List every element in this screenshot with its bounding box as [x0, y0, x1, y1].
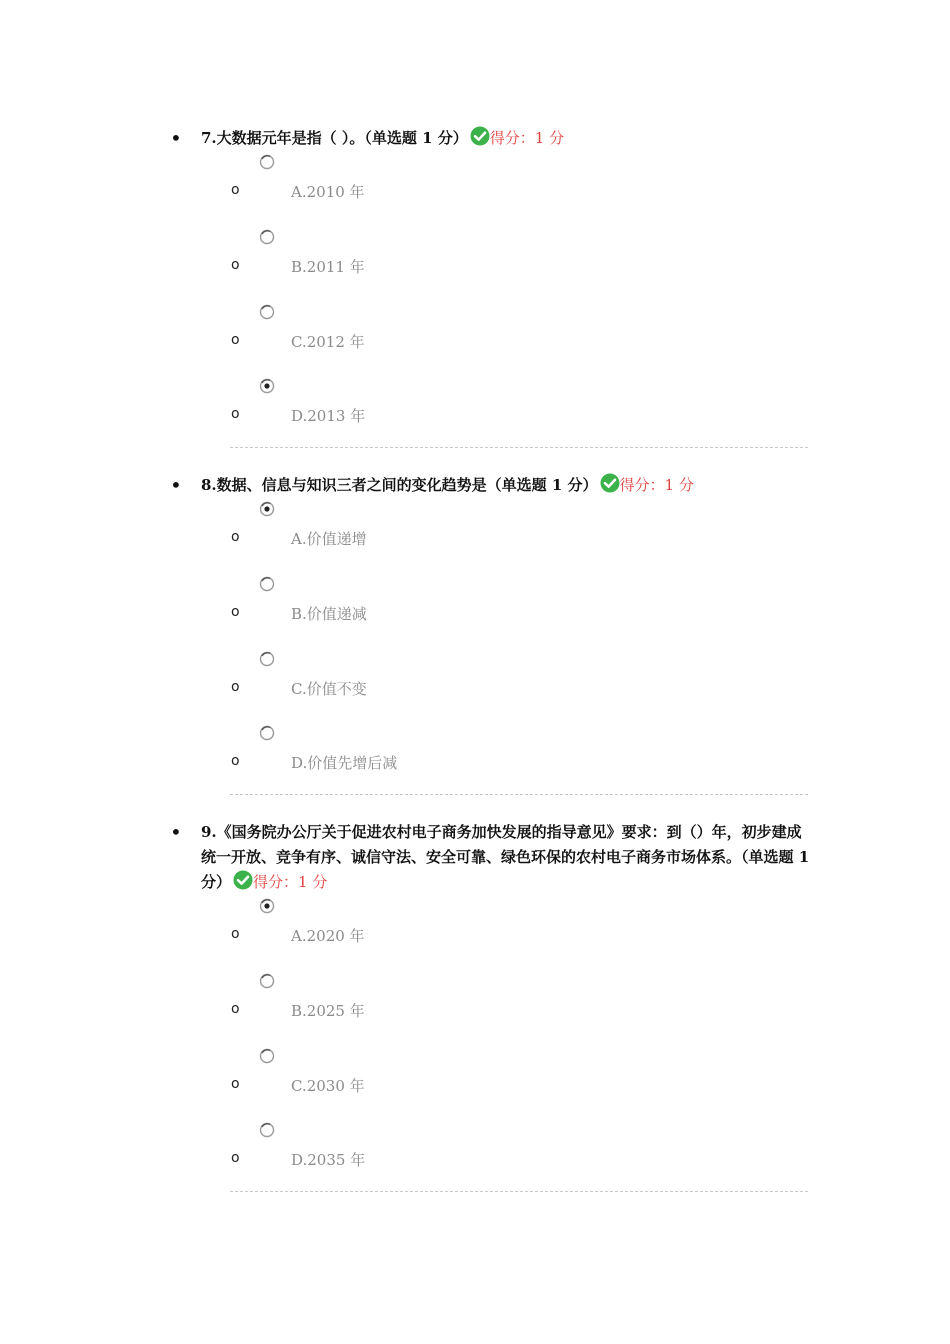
option-label: D.价值先增后减: [291, 754, 398, 772]
option-label: C.2012 年: [291, 333, 365, 351]
option-bullet: o: [231, 604, 240, 620]
score-label: 得分：1 分: [253, 873, 328, 891]
question-text: [201, 473, 811, 498]
option-label: A.2010 年: [291, 183, 365, 201]
radio-unchecked-icon[interactable]: [259, 1048, 275, 1064]
radio-unchecked-icon[interactable]: [259, 229, 275, 245]
score-label: 得分：1 分: [489, 129, 565, 147]
option-d[interactable]: [0, 1118, 950, 1193]
option-label: D.2035 年: [291, 1151, 366, 1169]
radio-checked-icon[interactable]: [259, 378, 275, 394]
option-label: C.价值不变: [291, 680, 367, 698]
option-c[interactable]: [0, 647, 950, 722]
radio-checked-icon[interactable]: [259, 898, 275, 914]
option-bullet: o: [231, 1150, 240, 1166]
option-bullet: o: [231, 753, 240, 769]
question-prompt: 9.《国务院办公厅关于促进农村电子商务加快发展的指导意见》要求：到（）年，初步建成统一开放、竞争有序、诚信守法、安全可靠、绿色环保的农村电子商务市场体系。（单选题 1 分）: [201, 823, 810, 891]
question-bullet: •: [170, 126, 182, 150]
option-label: B.价值递减: [291, 605, 367, 623]
option-b[interactable]: [0, 572, 950, 647]
option-b[interactable]: [0, 969, 950, 1044]
question-text: [201, 126, 811, 151]
option-bullet: o: [231, 332, 240, 348]
question-bullet: •: [170, 820, 182, 844]
option-bullet: o: [231, 182, 240, 198]
divider: [230, 1191, 808, 1192]
radio-unchecked-icon[interactable]: [259, 725, 275, 741]
option-label: A.2020 年: [291, 927, 365, 945]
question-prompt: 8.数据、信息与知识三者之间的变化趋势是（单选题 1 分）: [201, 476, 598, 494]
option-label: A.价值递增: [291, 530, 367, 548]
radio-unchecked-icon[interactable]: [259, 304, 275, 320]
option-d[interactable]: [0, 374, 950, 449]
option-c[interactable]: [0, 1044, 950, 1119]
option-label: B.2025 年: [291, 1002, 365, 1020]
score-label: 得分：1 分: [619, 476, 694, 494]
option-bullet: o: [231, 1001, 240, 1017]
radio-unchecked-icon[interactable]: [259, 1122, 275, 1138]
option-bullet: o: [231, 926, 240, 942]
check-circle-icon: [470, 126, 490, 146]
check-circle-icon: [233, 870, 253, 890]
option-a[interactable]: [0, 894, 950, 969]
option-d[interactable]: [0, 721, 950, 796]
check-circle-icon: [600, 473, 620, 493]
option-c[interactable]: [0, 300, 950, 375]
question-text: [201, 820, 811, 895]
radio-unchecked-icon[interactable]: [259, 154, 275, 170]
question-bullet: •: [170, 473, 182, 497]
divider: [230, 794, 808, 795]
question-prompt: 7.大数据元年是指（ ）。（单选题 1 分）: [201, 129, 468, 147]
radio-unchecked-icon[interactable]: [259, 576, 275, 592]
option-bullet: o: [231, 1076, 240, 1092]
option-a[interactable]: [0, 150, 950, 225]
option-label: C.2030 年: [291, 1077, 365, 1095]
option-bullet: o: [231, 529, 240, 545]
option-a[interactable]: [0, 497, 950, 572]
option-bullet: o: [231, 679, 240, 695]
option-label: D.2013 年: [291, 407, 366, 425]
radio-unchecked-icon[interactable]: [259, 973, 275, 989]
radio-checked-icon[interactable]: [259, 501, 275, 517]
radio-unchecked-icon[interactable]: [259, 651, 275, 667]
option-bullet: o: [231, 406, 240, 422]
option-label: B.2011 年: [291, 258, 365, 276]
divider: [230, 447, 808, 448]
option-b[interactable]: [0, 225, 950, 300]
option-bullet: o: [231, 257, 240, 273]
